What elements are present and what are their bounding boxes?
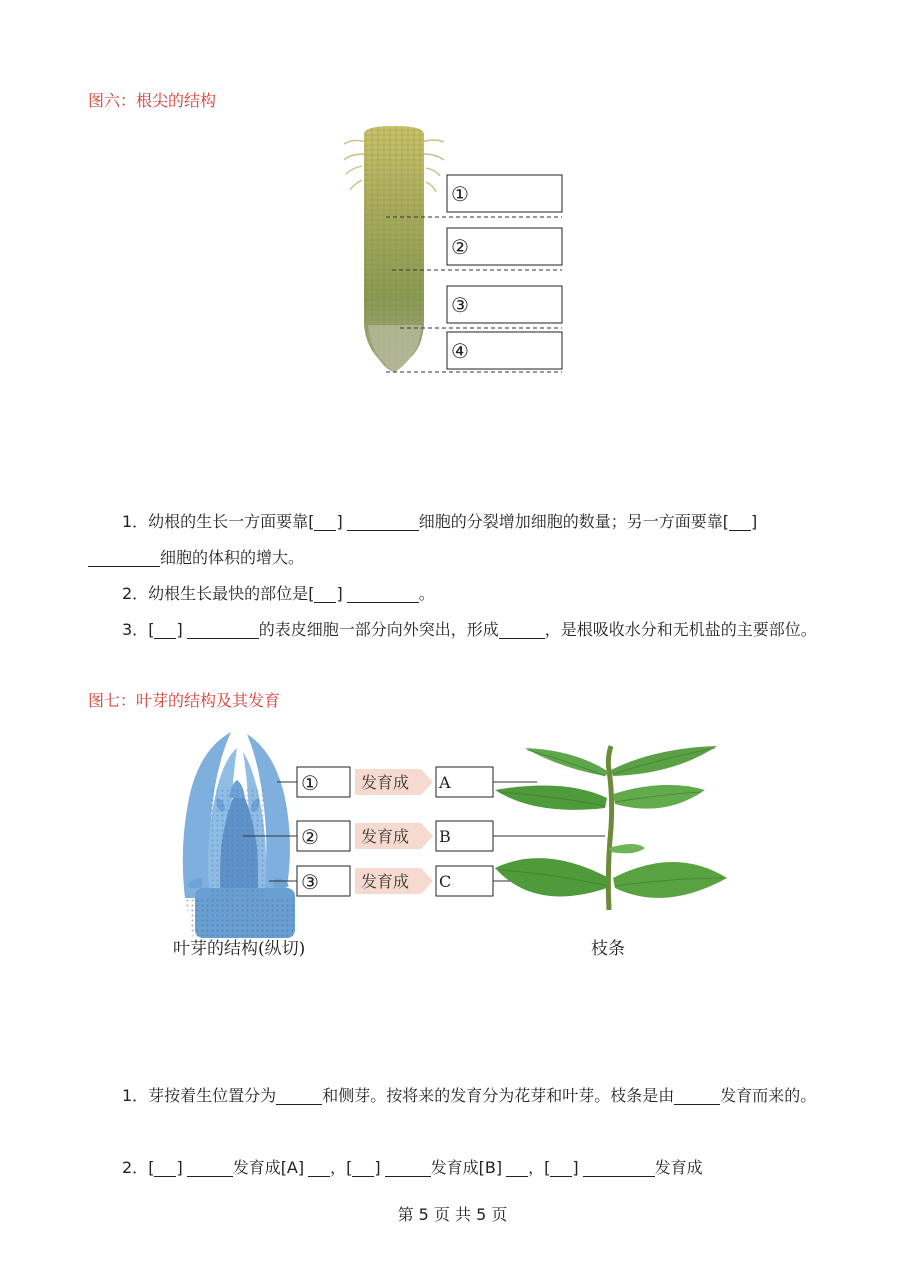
leaf-bud-illustration (183, 732, 295, 938)
svg-text:C: C (439, 872, 452, 891)
root-label-box-1 (447, 175, 562, 212)
svg-text:③: ③ (301, 870, 319, 894)
develop-arrow-3 (355, 868, 433, 894)
branch-label-box-c (436, 866, 493, 896)
svg-text:④: ④ (451, 339, 469, 363)
bud-question-1: 1．芽按着生位置分为 和侧芽。按将来的发育分为花芽和叶芽。枝条是由 发育而来的。 (122, 1086, 817, 1105)
figure7-title: 图七：叶芽的结构及其发育 (88, 691, 281, 710)
root-label-box-4 (447, 332, 562, 369)
svg-text:A: A (439, 773, 451, 792)
bud-label-box-2 (297, 821, 350, 851)
svg-text:发育成: 发育成 (361, 773, 410, 792)
figure6-title: 图六：根尖的结构 (88, 91, 217, 110)
bud-label-box-3 (297, 866, 350, 896)
develop-arrow-1 (355, 769, 433, 795)
svg-text:①: ① (451, 182, 469, 206)
root-label-box-3 (447, 286, 562, 323)
root-question-3: 3．[ ] 的表皮细胞一部分向外突出，形成 ，是根吸收水分和无机盐的主要部位。 (122, 620, 817, 639)
develop-arrow-2 (355, 823, 433, 849)
branch-caption: 枝条 (591, 939, 625, 959)
svg-text:B: B (439, 827, 451, 846)
leaf-bud-figure (165, 728, 745, 968)
svg-text:①: ① (301, 771, 319, 795)
svg-text:发育成: 发育成 (361, 827, 410, 846)
root-tip-figure (330, 120, 580, 380)
svg-text:②: ② (301, 825, 319, 849)
page-footer: 第 5 页 共 5 页 (397, 1205, 508, 1224)
svg-text:发育成: 发育成 (361, 872, 410, 891)
root-label-box-2 (447, 228, 562, 265)
branch-label-box-b (436, 821, 493, 851)
bud-question-2: 2．[ ] 发育成[A] ，[ ] 发育成[B] ，[ ] 发育成 (122, 1158, 703, 1177)
branch-label-box-a (436, 767, 493, 797)
branch-illustration (495, 746, 727, 910)
root-question-2: 2．幼根生长最快的部位是[ ] 。 (122, 584, 435, 603)
svg-text:③: ③ (451, 293, 469, 317)
root-question-1: 1．幼根的生长一方面要靠[ ] 细胞的分裂增加细胞的数量；另一方面要靠[ ]细胞的体积的增大。 (88, 504, 818, 576)
bud-caption: 叶芽的结构(纵切) (173, 939, 306, 959)
svg-text:②: ② (451, 235, 469, 259)
bud-label-box-1 (297, 767, 350, 797)
